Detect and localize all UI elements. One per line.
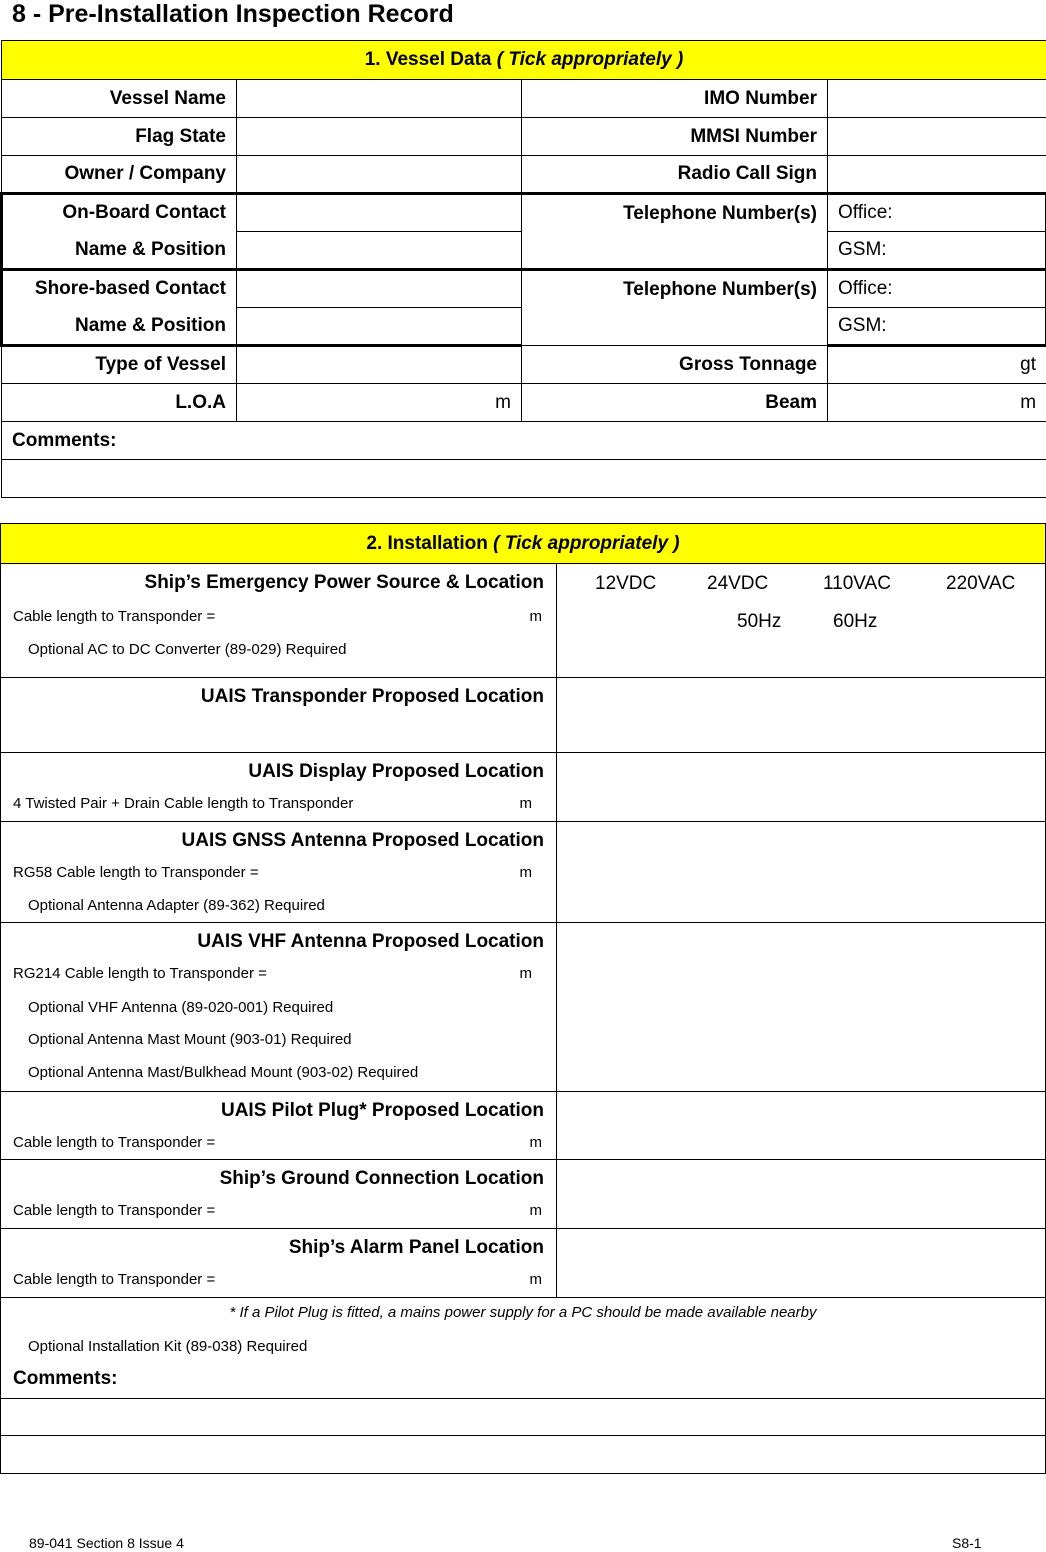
footer-page-number: S8-1 xyxy=(952,1535,982,1551)
section2-notes-cell xyxy=(1,1298,1046,1399)
alarm-title: Ship’s Alarm Panel Location xyxy=(288,1237,544,1258)
alarm-cell xyxy=(1,1229,557,1298)
transponder-title: UAIS Transponder Proposed Location xyxy=(200,686,544,707)
option-220vac[interactable]: 220VAC xyxy=(946,573,1016,594)
display-cable-unit[interactable]: m xyxy=(519,795,532,812)
gnss-field[interactable] xyxy=(557,822,1046,923)
option-12vdc[interactable]: 12VDC xyxy=(595,573,657,594)
vhf-cable-label: RG214 Cable length to Transponder = xyxy=(13,965,267,982)
onboard-contact-label: On-Board Contact xyxy=(2,194,237,232)
beam-field[interactable]: m xyxy=(828,384,1046,422)
pilot-plug-field[interactable] xyxy=(557,1092,1046,1160)
display-field[interactable] xyxy=(557,753,1046,822)
display-cable-label: 4 Twisted Pair + Drain Cable length to Transponder xyxy=(13,795,354,812)
footer-document-id: 89-041 Section 8 Issue 4 xyxy=(29,1535,184,1551)
vhf-field[interactable] xyxy=(557,923,1046,1092)
power-options-cell xyxy=(557,564,1046,678)
call-sign-field[interactable] xyxy=(828,156,1046,194)
installation-table xyxy=(0,523,1046,1474)
option-110vac[interactable]: 110VAC xyxy=(823,573,891,594)
gross-tonnage-label: Gross Tonnage xyxy=(522,346,828,384)
mmsi-field[interactable] xyxy=(828,118,1046,156)
vessel-type-label: Type of Vessel xyxy=(2,346,237,384)
section2-comments-field-1[interactable] xyxy=(1,1399,1046,1436)
onboard-contact-field-1[interactable] xyxy=(237,194,522,232)
option-60hz[interactable]: 60Hz xyxy=(833,611,878,632)
display-cell xyxy=(1,753,557,822)
vhf-optional-mast-mount[interactable]: Optional Antenna Mast Mount (903-01) Required xyxy=(28,1031,352,1048)
shore-position-label: Name & Position xyxy=(2,308,237,346)
pilot-cable-unit[interactable]: m xyxy=(529,1134,542,1151)
power-source-cell xyxy=(1,564,557,678)
call-sign-label: Radio Call Sign xyxy=(522,156,828,194)
owner-label: Owner / Company xyxy=(2,156,237,194)
beam-label: Beam xyxy=(522,384,828,422)
section2-comments-label: Comments: xyxy=(13,1368,118,1389)
shore-gsm-field[interactable]: GSM: xyxy=(828,308,1046,346)
gnss-cable-unit[interactable]: m xyxy=(519,864,532,881)
ground-title: Ship’s Ground Connection Location xyxy=(219,1168,544,1189)
onboard-contact-field-2[interactable] xyxy=(237,232,522,270)
installation-kit-option[interactable]: Optional Installation Kit (89-038) Required xyxy=(28,1338,308,1355)
pilot-cable-label: Cable length to Transponder = xyxy=(13,1134,216,1151)
flag-state-label: Flag State xyxy=(2,118,237,156)
gnss-optional-adapter[interactable]: Optional Antenna Adapter (89-362) Required xyxy=(28,897,325,914)
option-50hz[interactable]: 50Hz xyxy=(737,611,782,632)
gnss-cell xyxy=(1,822,557,923)
shore-office-field[interactable]: Office: xyxy=(828,270,1046,308)
pilot-plug-title: UAIS Pilot Plug* Proposed Location xyxy=(220,1100,544,1121)
flag-state-field[interactable] xyxy=(237,118,522,156)
section2-comments-field-2[interactable] xyxy=(1,1436,1046,1474)
onboard-telephone-label: Telephone Number(s) xyxy=(522,194,828,270)
vhf-optional-antenna[interactable]: Optional VHF Antenna (89-020-001) Required xyxy=(28,999,334,1016)
loa-field[interactable]: m xyxy=(237,384,522,422)
vessel-data-table xyxy=(0,40,1046,498)
alarm-cable-label: Cable length to Transponder = xyxy=(13,1271,216,1288)
vessel-name-field[interactable] xyxy=(237,80,522,118)
transponder-cell xyxy=(1,678,557,753)
vhf-cell xyxy=(1,923,557,1092)
power-optional-converter[interactable]: Optional AC to DC Converter (89-029) Required xyxy=(28,641,347,658)
alarm-field[interactable] xyxy=(557,1229,1046,1298)
vhf-title: UAIS VHF Antenna Proposed Location xyxy=(197,931,544,952)
owner-field[interactable] xyxy=(237,156,522,194)
ground-cell xyxy=(1,1160,557,1229)
onboard-office-field[interactable]: Office: xyxy=(828,194,1046,232)
alarm-cable-unit[interactable]: m xyxy=(529,1271,542,1288)
ground-field[interactable] xyxy=(557,1160,1046,1229)
mmsi-label: MMSI Number xyxy=(522,118,828,156)
onboard-position-label: Name & Position xyxy=(2,232,237,270)
section1-heading: 1. Vessel Data ( Tick appropriately ) xyxy=(2,41,1046,80)
pilot-plug-cell xyxy=(1,1092,557,1160)
power-cable-unit[interactable]: m xyxy=(529,608,542,625)
option-24vdc[interactable]: 24VDC xyxy=(707,573,769,594)
ground-cable-unit[interactable]: m xyxy=(529,1202,542,1219)
vhf-cable-unit[interactable]: m xyxy=(519,965,532,982)
shore-contact-field-2[interactable] xyxy=(237,308,522,346)
loa-label: L.O.A xyxy=(2,384,237,422)
onboard-gsm-field[interactable]: GSM: xyxy=(828,232,1046,270)
display-title: UAIS Display Proposed Location xyxy=(248,761,544,782)
gnss-cable-label: RG58 Cable length to Transponder = xyxy=(13,864,259,881)
imo-label: IMO Number xyxy=(522,80,828,118)
section1-comments-field[interactable] xyxy=(2,460,1046,498)
power-cable-label: Cable length to Transponder = xyxy=(13,608,216,625)
gnss-title: UAIS GNSS Antenna Proposed Location xyxy=(181,830,544,851)
ground-cable-label: Cable length to Transponder = xyxy=(13,1202,216,1219)
imo-field[interactable] xyxy=(828,80,1046,118)
section2-heading: 2. Installation ( Tick appropriately ) xyxy=(1,524,1046,564)
shore-contact-field-1[interactable] xyxy=(237,270,522,308)
section1-comments-label: Comments: xyxy=(2,422,1046,460)
vessel-type-field[interactable] xyxy=(237,346,522,384)
gross-tonnage-field[interactable]: gt xyxy=(828,346,1046,384)
pilot-plug-footnote: * If a Pilot Plug is fitted, a mains power supply for a PC should be made available nearby xyxy=(229,1304,817,1321)
shore-telephone-label: Telephone Number(s) xyxy=(522,270,828,346)
vessel-name-label: Vessel Name xyxy=(2,80,237,118)
page-title: 8 - Pre-Installation Inspection Record xyxy=(12,0,454,28)
shore-contact-label: Shore-based Contact xyxy=(2,270,237,308)
transponder-field[interactable] xyxy=(557,678,1046,753)
power-source-title: Ship’s Emergency Power Source & Location xyxy=(144,572,544,593)
vhf-optional-bulkhead-mount[interactable]: Optional Antenna Mast/Bulkhead Mount (903-02) Required xyxy=(28,1064,419,1081)
